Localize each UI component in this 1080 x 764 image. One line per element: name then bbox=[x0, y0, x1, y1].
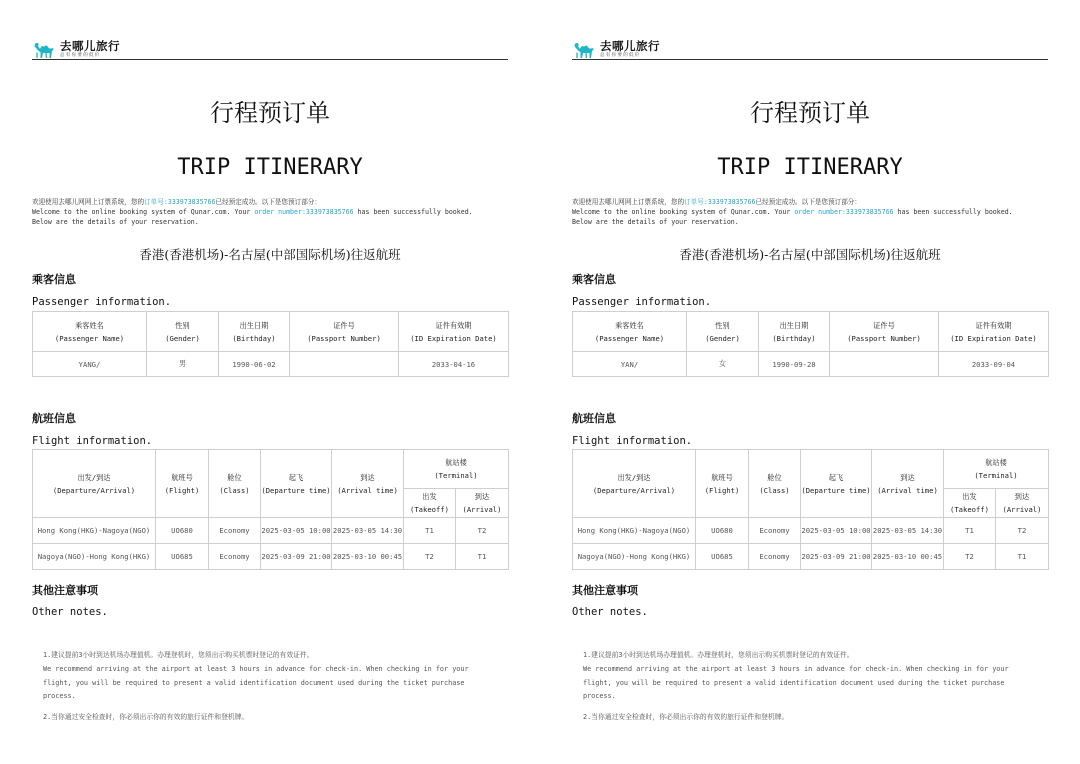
passenger-table bbox=[572, 311, 1049, 377]
order-number-cn: 订单号:333973835766 bbox=[144, 198, 216, 206]
header-passport-number: 证件号 (Passport Number) bbox=[830, 312, 939, 352]
flight-terminal-takeoff: T1 bbox=[404, 518, 456, 544]
flight-header-row bbox=[573, 450, 1049, 489]
flight-terminal-arrival: T1 bbox=[996, 544, 1049, 570]
flight-number: UO680 bbox=[156, 518, 209, 544]
flight-terminal-takeoff: T1 bbox=[944, 518, 996, 544]
logo-name: 去哪儿旅行 bbox=[60, 39, 120, 53]
header-takeoff: 出发 (Takeoff) bbox=[944, 489, 996, 518]
header-gender: 性别 (Gender) bbox=[147, 312, 219, 352]
qunar-logo bbox=[32, 40, 120, 60]
flight-terminal-arrival: T2 bbox=[456, 518, 509, 544]
intro-en-prefix: Welcome to the online booking system of Qunar.com. Your bbox=[32, 208, 255, 216]
flight-section-title-en: Flight information. bbox=[32, 435, 153, 447]
order-number-en: order number:333973835766 bbox=[254, 208, 354, 216]
flight-number: UO685 bbox=[696, 544, 749, 570]
flight-terminal-arrival: T2 bbox=[996, 518, 1049, 544]
notes-section-title-en: Other notes. bbox=[32, 606, 108, 618]
header-id-expiration: 证件有效期 (ID Expiration Date) bbox=[399, 312, 509, 352]
flight-route: Hong Kong(HKG)-Nagoya(NGO) bbox=[33, 518, 156, 544]
flight-table bbox=[32, 449, 509, 570]
flight-arrival-time: 2025-03-05 14:30 bbox=[332, 518, 404, 544]
flight-departure-time: 2025-03-05 10:00 bbox=[261, 518, 332, 544]
flight-section-title-cn: 航班信息 bbox=[572, 412, 616, 425]
flight-section-title-en: Flight information. bbox=[572, 435, 693, 447]
header-departure-arrival: 出发/到达 (Departure/Arrival) bbox=[33, 450, 156, 518]
header-birthday: 出生日期 (Birthday) bbox=[219, 312, 290, 352]
passenger-section-title-cn: 乘客信息 bbox=[572, 273, 616, 286]
flight-class: Economy bbox=[209, 518, 261, 544]
header-class: 舱位 (Class) bbox=[209, 450, 261, 518]
passenger-table bbox=[32, 311, 509, 377]
table-row bbox=[573, 352, 1049, 377]
flight-table bbox=[572, 449, 1049, 570]
header-flight: 航班号 (Flight) bbox=[696, 450, 749, 518]
header-arrival: 到达 (Arrival) bbox=[996, 489, 1049, 518]
header-passenger-name: 乘客姓名 (Passenger Name) bbox=[33, 312, 147, 352]
flight-section-title-cn: 航班信息 bbox=[32, 412, 76, 425]
table-row bbox=[33, 544, 509, 570]
passenger-section-title-en: Passenger information. bbox=[572, 296, 712, 308]
passenger-expiry: 2033-09-04 bbox=[939, 352, 1049, 377]
flight-class: Economy bbox=[749, 544, 801, 570]
camel-icon bbox=[32, 40, 58, 60]
intro-en-prefix: Welcome to the online booking system of Qunar.com. Your bbox=[572, 208, 795, 216]
passenger-gender: 男 bbox=[147, 352, 219, 377]
flight-route: Nagoya(NGO)-Hong Kong(HKG) bbox=[33, 544, 156, 570]
header-arrival-time: 到达 (Arrival time) bbox=[332, 450, 404, 518]
logo-slogan: 总有你要的低价 bbox=[60, 53, 101, 58]
intro-en-suffix: has been successfully booked. bbox=[893, 208, 1013, 216]
route-title: 香港(香港机场)-名古屋(中部国际机场)往返航班 bbox=[679, 247, 941, 262]
page-title-en: TRIP ITINERARY bbox=[177, 155, 363, 180]
header-passport-number: 证件号 (Passport Number) bbox=[290, 312, 399, 352]
header-rule bbox=[32, 59, 508, 60]
intro-en-line2: Below are the details of your reservation. bbox=[572, 218, 739, 226]
flight-departure-time: 2025-03-05 10:00 bbox=[801, 518, 872, 544]
note-2-cn: 2.当你通过安全检查时，你必须出示你的有效的旅行证件和登机牌。 bbox=[43, 713, 249, 722]
passenger-expiry: 2033-04-16 bbox=[399, 352, 509, 377]
itinerary-document bbox=[32, 0, 508, 764]
header-arrival-time: 到达 (Arrival time) bbox=[872, 450, 944, 518]
header-class: 舱位 (Class) bbox=[749, 450, 801, 518]
itinerary-document bbox=[572, 0, 1048, 764]
header-takeoff: 出发 (Takeoff) bbox=[404, 489, 456, 518]
flight-class: Economy bbox=[209, 544, 261, 570]
order-number-en: order number:333973835766 bbox=[794, 208, 894, 216]
table-row bbox=[573, 544, 1049, 570]
intro-cn-suffix: 已经预定成功。以下是您预订部分： bbox=[755, 198, 861, 206]
notes-section-title-cn: 其他注意事项 bbox=[572, 584, 638, 597]
note-1-cn: 1.建议提前3小时到达机场办理值机。办理登机时，您须出示购买机票时登记的有效证件。 bbox=[583, 651, 854, 659]
page-title-cn: 行程预订单 bbox=[750, 99, 870, 127]
notes-list bbox=[43, 649, 493, 725]
header-terminal: 航站楼 (Terminal) bbox=[944, 450, 1049, 489]
route-title: 香港(香港机场)-名古屋(中部国际机场)往返航班 bbox=[139, 247, 401, 262]
flight-departure-time: 2025-03-09 21:00 bbox=[261, 544, 332, 570]
flight-arrival-time: 2025-03-05 14:30 bbox=[872, 518, 944, 544]
flight-departure-time: 2025-03-09 21:00 bbox=[801, 544, 872, 570]
header-id-expiration: 证件有效期 (ID Expiration Date) bbox=[939, 312, 1049, 352]
intro-cn-suffix: 已经预定成功。以下是您预订部分： bbox=[215, 198, 321, 206]
table-row bbox=[573, 518, 1049, 544]
passenger-section-title-cn: 乘客信息 bbox=[32, 273, 76, 286]
flight-terminal-arrival: T1 bbox=[456, 544, 509, 570]
intro-text bbox=[572, 197, 1048, 227]
intro-en-line2: Below are the details of your reservation. bbox=[32, 218, 199, 226]
header-terminal: 航站楼 (Terminal) bbox=[404, 450, 509, 489]
passenger-name: YANG/ bbox=[33, 352, 147, 377]
flight-arrival-time: 2025-03-10 00:45 bbox=[872, 544, 944, 570]
page-title-cn: 行程预订单 bbox=[210, 99, 330, 127]
logo-name: 去哪儿旅行 bbox=[600, 39, 660, 53]
intro-cn-prefix: 欢迎使用去哪儿网网上订票系统，您的 bbox=[32, 198, 145, 206]
header-arrival: 到达 (Arrival) bbox=[456, 489, 509, 518]
flight-header-row bbox=[33, 450, 509, 489]
header-departure-arrival: 出发/到达 (Departure/Arrival) bbox=[573, 450, 696, 518]
flight-terminal-takeoff: T2 bbox=[404, 544, 456, 570]
logo-slogan: 总有你要的低价 bbox=[600, 53, 641, 58]
passenger-passport bbox=[830, 352, 939, 377]
table-row bbox=[33, 518, 509, 544]
intro-cn-prefix: 欢迎使用去哪儿网网上订票系统，您的 bbox=[572, 198, 685, 206]
notes-section-title-cn: 其他注意事项 bbox=[32, 584, 98, 597]
flight-route: Hong Kong(HKG)-Nagoya(NGO) bbox=[573, 518, 696, 544]
flight-class: Economy bbox=[749, 518, 801, 544]
note-1-en: We recommend arriving at the airport at least 3 hours in advance for check-in. When checking in for your flight, you will be required to present a valid identification document used during the ticket purchase process. bbox=[583, 664, 1009, 701]
flight-route: Nagoya(NGO)-Hong Kong(HKG) bbox=[573, 544, 696, 570]
passenger-header-row bbox=[573, 312, 1049, 352]
passenger-section-title-en: Passenger information. bbox=[32, 296, 172, 308]
passenger-gender: 女 bbox=[687, 352, 759, 377]
header-rule bbox=[572, 59, 1048, 60]
header-passenger-name: 乘客姓名 (Passenger Name) bbox=[573, 312, 687, 352]
flight-terminal-takeoff: T2 bbox=[944, 544, 996, 570]
flight-number: UO680 bbox=[696, 518, 749, 544]
passenger-passport bbox=[290, 352, 399, 377]
camel-icon bbox=[572, 40, 598, 60]
note-1-cn: 1.建议提前3小时到达机场办理值机。办理登机时，您须出示购买机票时登记的有效证件。 bbox=[43, 651, 314, 659]
flight-arrival-time: 2025-03-10 00:45 bbox=[332, 544, 404, 570]
note-1-en: We recommend arriving at the airport at least 3 hours in advance for check-in. When checking in for your flight, you will be required to present a valid identification document used during the ticket purchase process. bbox=[43, 664, 469, 701]
intro-en-suffix: has been successfully booked. bbox=[353, 208, 473, 216]
flight-number: UO685 bbox=[156, 544, 209, 570]
header-gender: 性别 (Gender) bbox=[687, 312, 759, 352]
passenger-header-row bbox=[33, 312, 509, 352]
qunar-logo bbox=[572, 40, 660, 60]
notes-section-title-en: Other notes. bbox=[572, 606, 648, 618]
notes-list bbox=[583, 649, 1033, 725]
order-number-cn: 订单号:333973835766 bbox=[684, 198, 756, 206]
header-departure-time: 起飞 (Departure time) bbox=[801, 450, 872, 518]
header-birthday: 出生日期 (Birthday) bbox=[759, 312, 830, 352]
note-2-cn: 2.当你通过安全检查时，你必须出示你的有效的旅行证件和登机牌。 bbox=[583, 713, 789, 722]
intro-text bbox=[32, 197, 508, 227]
passenger-name: YAN/ bbox=[573, 352, 687, 377]
header-flight: 航班号 (Flight) bbox=[156, 450, 209, 518]
passenger-birthday: 1990-09-28 bbox=[759, 352, 830, 377]
passenger-birthday: 1990-06-02 bbox=[219, 352, 290, 377]
page-title-en: TRIP ITINERARY bbox=[717, 155, 903, 180]
header-departure-time: 起飞 (Departure time) bbox=[261, 450, 332, 518]
table-row bbox=[33, 352, 509, 377]
